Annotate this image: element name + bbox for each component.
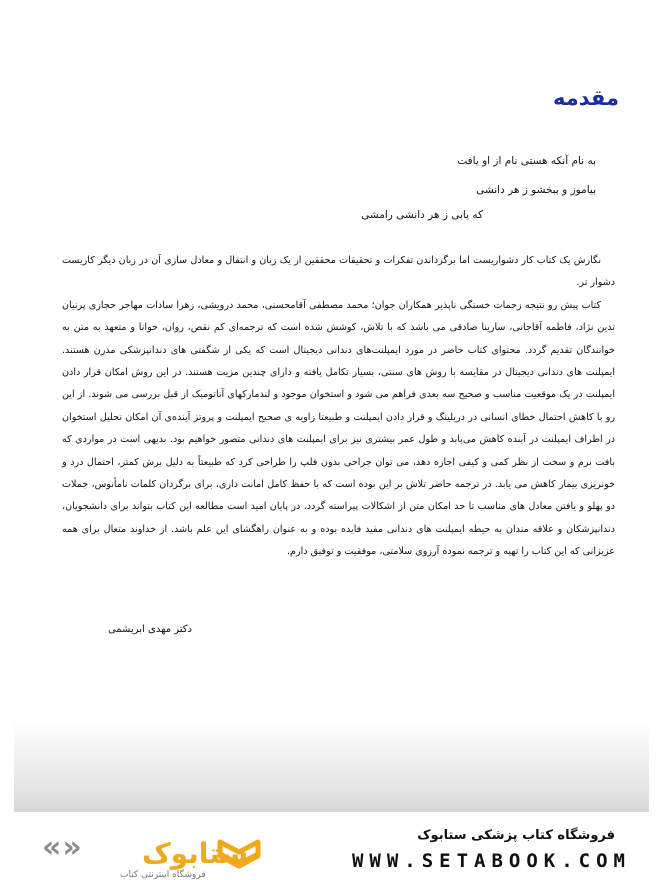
store-footer-banner <box>0 812 663 879</box>
page-bottom-shadow <box>14 720 649 812</box>
setabook-logo <box>42 830 262 878</box>
paragraph-1: نگارش یک کتاب کار دشواریست اما برگرداندن تفکرات و تحقیقات محققین از یک زبان و انتقال و معادل سازی آن در زبان دیگر کاریست دشوار تر. <box>62 255 615 289</box>
open-book-icon <box>216 834 262 874</box>
logo-tagline: فروشگاه اینترنتی کتاب <box>120 870 206 880</box>
poem-line-2: بیاموز و ببخشو ز هر دانشی <box>476 184 596 196</box>
logo-chevrons: «» <box>42 830 83 865</box>
store-url-link[interactable]: WWW.SETABOOK.COM <box>351 850 631 872</box>
logo-wordmark: ستابوک <box>142 837 249 870</box>
poem-line-3: که یابی ز هر دانشی رامشی <box>361 209 483 221</box>
preface-body <box>62 250 615 564</box>
page-title: مقدمه <box>553 86 619 110</box>
author-signature: دکتر مهدی ابریشمی <box>107 624 192 635</box>
store-name: فروشگاه کتاب پزشکی ستابوک <box>417 828 615 843</box>
poem-line-1: به نام آنکه هستی نام از او یافت <box>457 155 596 167</box>
paragraph-2: کتاب پیش رو نتیجه زحمات خستگی ناپذیر همکاران جوان؛ محمد مصطفی آقامحسنی، محمد درویشی، زهرا سادات مهاجر حجازی پرنیان تدین نژاد، فاطمه آقاجانی، سارینا صادقی می باشد که با تلاش، کوشش شده است که ترجمه‌ای کم نقص، روان، خوانا و متعهد به متن به خوانندگان تقدیم گردد. محتوای کتاب حاضر در مورد ایمپلنت‌های دندانی دیجیتال است که یکی از شگفتی های دندانپزشکی مدرن هستند. ایمپلنت های دندانی دیجیتال در مقایسه با روش های سنتی، بسیار تکامل یافته و دارای چندین مزیت هستند. در این روش امکان قرار دادن ایمپلنت در یک موقعیت مناسب و صحیح سه بعدی فراهم می شود و استخوان موجود و لندمارکهای آناتومیک از قبل بررسی می شوند. از این رو با کاهش احتمال خطای انسانی در دریلینگ و قرار دادن ایمپلنت و طبیعتا زاویه ی صحیح ایمپلنت و پروتز آینده‌ی آن امکان تحلیل استخوان در اطراف ایمپلنت در آینده کاهش می‌یابد و طول عمر بیشتری نیز برای ایمپلنت های دندانی متصور خواهیم بود. بدیهی است در مواردی که بافت نرم و سخت از نظر کمی و کیفی اجازه دهد، می توان جراحی بدون فلپ را طراحی کرد که طبیعتاً به دلیل برش کمتر، احتمال درد و خونریزی بیمار کاهش می یابد. در ترجمه حاضر تلاش بر این بوده است که با حفظ کامل امانت داری، برای برگردان کلمات نامأنوس، جملات دو پهلو و یافتن معادل های مناسب تا حد امکان متن از اشکالات پیراسته گردد. در پایان امید است مطالعه این کتاب بتواند برای دانشجویان، دندانپزشکان و علاقه مندان به حیطه ایمپلنت های دندانی مفید فایده بوده و به عنوان راهگشای این علم باشد. از خداوند متعال برای همه عزیزانی که این کتاب را تهیه و ترجمه نموده آرزوی سلامتی، موفقیت و توفیق دارم. <box>62 299 615 558</box>
